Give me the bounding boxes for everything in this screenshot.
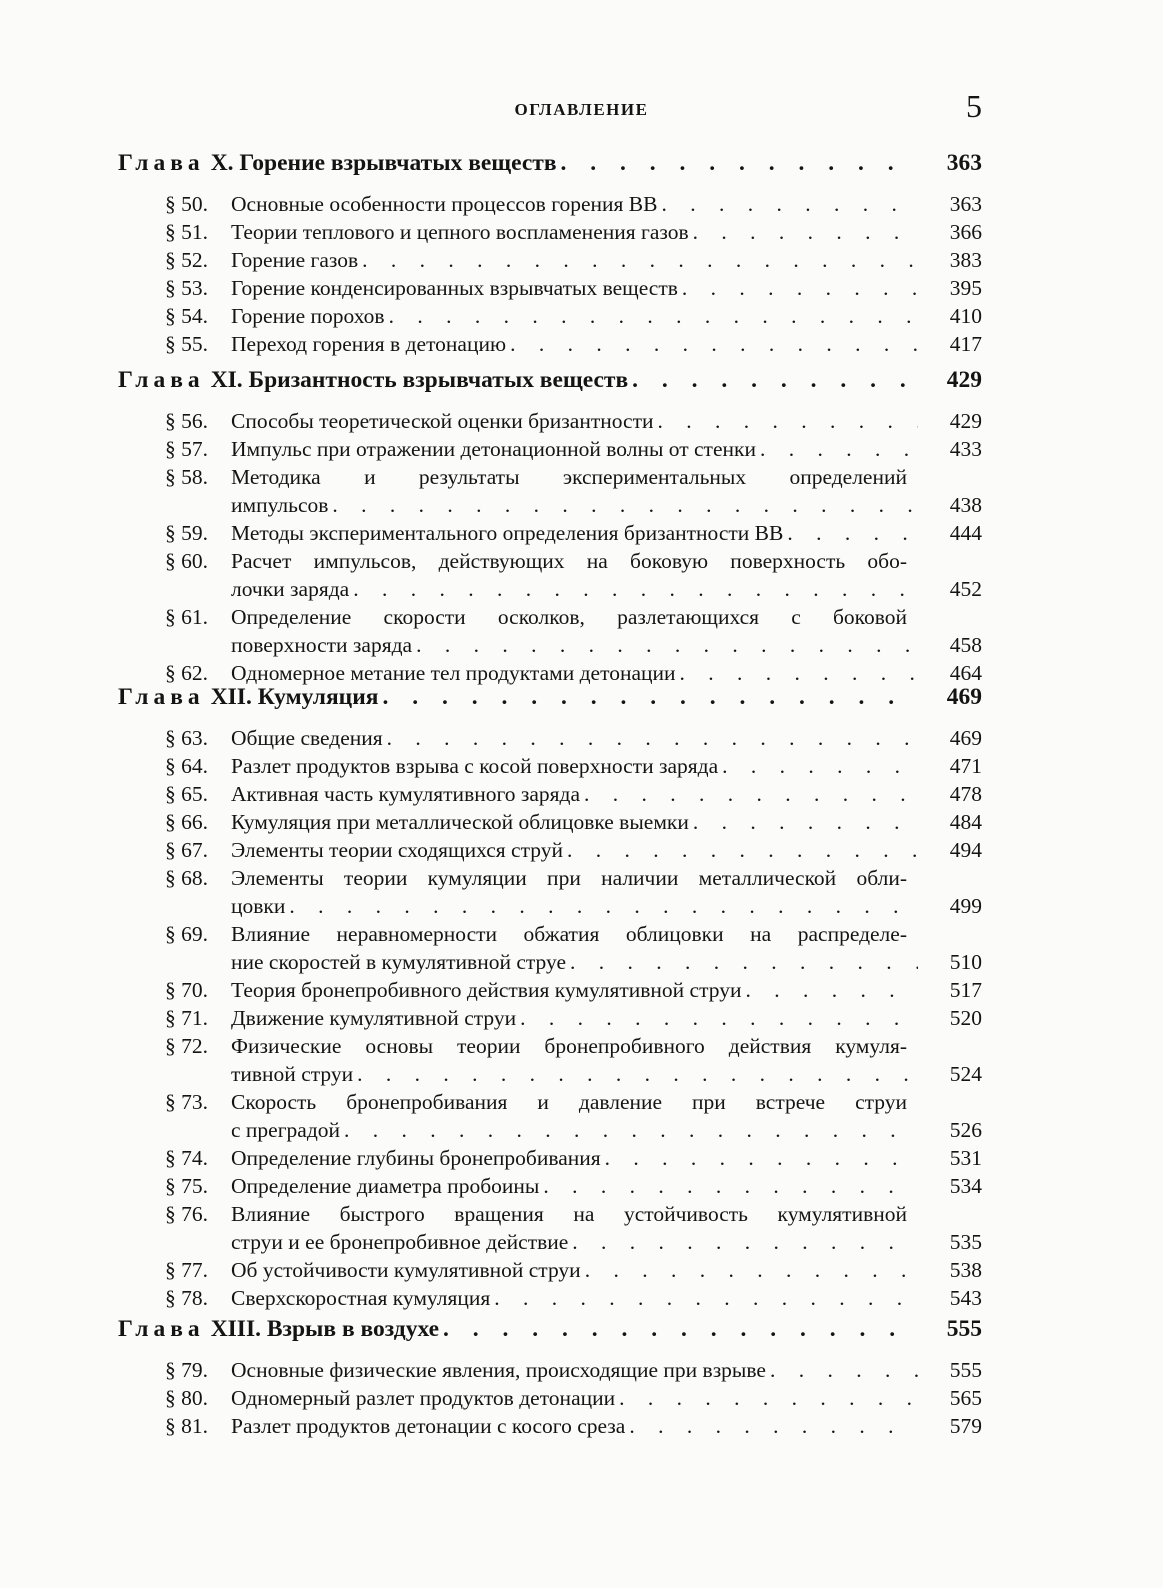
section-title: Способы теоретической оценки бризантности xyxy=(231,409,654,433)
leader-dots xyxy=(543,1172,918,1200)
section-page: 565 xyxy=(949,1386,982,1410)
leader-dots xyxy=(693,218,918,246)
section-body xyxy=(231,246,982,274)
section-page: 410 xyxy=(949,304,982,328)
chapter-heading xyxy=(118,367,982,393)
toc-entry xyxy=(165,1004,982,1032)
section-body xyxy=(231,752,982,780)
section-page: 433 xyxy=(949,437,982,461)
chapter-label: Глава xyxy=(118,1316,205,1342)
section-number: § 51. xyxy=(165,220,208,244)
section-body xyxy=(231,1356,982,1384)
section-page: 484 xyxy=(949,810,982,834)
toc-entry xyxy=(165,1284,982,1312)
section-number: § 73. xyxy=(165,1090,208,1114)
section-number: § 59. xyxy=(165,521,208,545)
section-page: 452 xyxy=(949,577,982,601)
chapter-heading xyxy=(118,150,982,176)
toc-entry xyxy=(165,1172,982,1200)
section-page: 531 xyxy=(949,1146,982,1170)
section-title: струи и ее бронепробивное действие xyxy=(231,1230,569,1254)
section-title-line: Определение скорости осколков, разлетающихся с боковой xyxy=(231,605,907,629)
section-body xyxy=(231,435,982,463)
section-title-line: Расчет импульсов, действующих на боковую поверхность обо- xyxy=(231,549,907,573)
chapter-heading xyxy=(118,684,982,710)
leader-dots xyxy=(382,684,918,710)
section-body xyxy=(231,519,982,547)
section-title-line xyxy=(231,1172,982,1200)
section-page: 429 xyxy=(949,409,982,433)
leader-dots xyxy=(416,631,918,659)
leader-dots xyxy=(787,519,918,547)
leader-dots xyxy=(561,150,918,176)
section-title: Сверхскоростная кумуляция xyxy=(231,1286,491,1310)
section-title-line xyxy=(231,407,982,435)
section-number: § 77. xyxy=(165,1258,208,1282)
section-title: Определение диаметра пробоины xyxy=(231,1174,540,1198)
section-body xyxy=(231,330,982,358)
section-number: § 71. xyxy=(165,1006,208,1030)
page-number: 5 xyxy=(966,88,982,124)
section-number: § 69. xyxy=(165,922,208,946)
toc-entry xyxy=(165,808,982,836)
leader-dots xyxy=(443,1316,918,1342)
section-title-line: Влияние неравномерности обжатия облицовки на распределе- xyxy=(231,922,907,946)
section-title-line xyxy=(231,575,982,603)
section-title-line xyxy=(231,1412,982,1440)
leader-dots xyxy=(510,330,918,358)
section-page: 469 xyxy=(949,726,982,750)
section-page: 363 xyxy=(949,192,982,216)
section-title: Движение кумулятивной струи xyxy=(231,1006,517,1030)
toc-entry xyxy=(165,519,982,547)
section-page: 478 xyxy=(949,782,982,806)
toc-entry xyxy=(165,724,982,752)
toc-entry xyxy=(165,603,982,659)
section-title: Об устойчивости кумулятивной струи xyxy=(231,1258,581,1282)
section-title-line xyxy=(231,1116,982,1144)
section-title-line xyxy=(231,274,982,302)
section-title-line xyxy=(231,1256,982,1284)
section-title-line: Влияние быстрого вращения на устойчивость кумулятивной xyxy=(231,1202,907,1226)
section-title-line: Элементы теории кумуляции при наличии металлической обли- xyxy=(231,866,907,890)
section-body xyxy=(231,808,982,836)
chapter-label: Глава xyxy=(118,367,205,393)
section-number: § 62. xyxy=(165,661,208,685)
section-number: § 80. xyxy=(165,1386,208,1410)
toc-entry xyxy=(165,836,982,864)
leader-dots xyxy=(494,1284,918,1312)
toc-entry xyxy=(165,407,982,435)
section-title: Разлет продуктов взрыва с косой поверхности заряда xyxy=(231,754,719,778)
leader-dots xyxy=(629,1412,918,1440)
section-title: Одномерный разлет продуктов детонации xyxy=(231,1386,616,1410)
chapter-page: 469 xyxy=(946,684,982,710)
section-title-line xyxy=(231,836,982,864)
leader-dots xyxy=(567,836,918,864)
section-title-line xyxy=(231,1060,982,1088)
section-page: 464 xyxy=(949,661,982,685)
section-title: Элементы теории сходящихся струй xyxy=(231,838,563,862)
section-page: 555 xyxy=(949,1358,982,1382)
section-number: § 50. xyxy=(165,192,208,216)
section-body xyxy=(231,1032,982,1088)
section-body xyxy=(231,1284,982,1312)
section-number: § 53. xyxy=(165,276,208,300)
section-number: § 78. xyxy=(165,1286,208,1310)
section-number: § 60. xyxy=(165,549,208,573)
leader-dots xyxy=(682,274,918,302)
section-title: Импульс при отражении детонационной волны от стенки xyxy=(231,437,756,461)
chapter-title: XII. Кумуляция xyxy=(210,684,379,710)
toc-entry xyxy=(165,547,982,603)
section-page: 534 xyxy=(949,1174,982,1198)
section-page: 517 xyxy=(949,978,982,1002)
section-number: § 70. xyxy=(165,978,208,1002)
toc-entry xyxy=(165,1356,982,1384)
section-number: § 67. xyxy=(165,838,208,862)
toc-entry xyxy=(165,1032,982,1088)
leader-dots xyxy=(584,780,918,808)
section-page: 499 xyxy=(949,894,982,918)
section-page: 395 xyxy=(949,276,982,300)
section-page: 444 xyxy=(949,521,982,545)
section-body xyxy=(231,864,982,920)
section-title-line xyxy=(231,190,982,218)
section-title: тивной струи xyxy=(231,1062,354,1086)
section-body xyxy=(231,603,982,659)
chapter-label: Глава xyxy=(118,150,205,176)
section-title-line xyxy=(231,246,982,274)
section-title-line xyxy=(231,752,982,780)
section-body xyxy=(231,547,982,603)
leader-dots xyxy=(585,1256,918,1284)
section-title-line: Физические основы теории бронепробивного действия кумуля- xyxy=(231,1034,907,1058)
section-body xyxy=(231,1172,982,1200)
section-number: § 66. xyxy=(165,810,208,834)
section-title-line: Методика и результаты экспериментальных определений xyxy=(231,465,907,489)
section-body xyxy=(231,724,982,752)
leader-dots xyxy=(357,1060,918,1088)
toc-entry xyxy=(165,920,982,976)
section-title: Основные особенности процессов горения ВВ xyxy=(231,192,658,216)
toc-entry xyxy=(165,274,982,302)
chapter-page: 429 xyxy=(946,367,982,393)
toc-entry xyxy=(165,218,982,246)
section-body xyxy=(231,190,982,218)
section-title-line xyxy=(231,1004,982,1032)
section-page: 535 xyxy=(949,1230,982,1254)
section-body xyxy=(231,1200,982,1256)
section-page: 579 xyxy=(949,1414,982,1438)
toc-entry xyxy=(165,190,982,218)
leader-dots xyxy=(389,302,918,330)
section-body xyxy=(231,274,982,302)
section-number: § 54. xyxy=(165,304,208,328)
toc-entry xyxy=(165,1144,982,1172)
section-number: § 72. xyxy=(165,1034,208,1058)
section-body xyxy=(231,836,982,864)
section-body xyxy=(231,1144,982,1172)
section-title: импульсов xyxy=(231,493,329,517)
section-title: Основные физические явления, происходящие при взрыве xyxy=(231,1358,766,1382)
leader-dots xyxy=(722,752,918,780)
section-page: 417 xyxy=(949,332,982,356)
running-header: ОГЛАВЛЕНИЕ xyxy=(514,100,649,119)
chapter-heading xyxy=(118,1316,982,1342)
chapter-page: 555 xyxy=(946,1316,982,1342)
leader-dots xyxy=(661,190,918,218)
leader-dots xyxy=(693,808,918,836)
section-title: ние скоростей в кумулятивной струе xyxy=(231,950,567,974)
section-body xyxy=(231,218,982,246)
leader-dots xyxy=(387,724,918,752)
section-title: Горение газов xyxy=(231,248,359,272)
toc-entry xyxy=(165,1412,982,1440)
section-page: 543 xyxy=(949,1286,982,1310)
leader-dots xyxy=(680,659,918,687)
section-title: Методы экспериментального определения бризантности ВВ xyxy=(231,521,784,545)
toc-entry xyxy=(165,976,982,1004)
section-title-line xyxy=(231,948,982,976)
section-body xyxy=(231,780,982,808)
toc-entry xyxy=(165,302,982,330)
section-number: § 58. xyxy=(165,465,208,489)
section-number: § 63. xyxy=(165,726,208,750)
section-body xyxy=(231,920,982,976)
section-body xyxy=(231,1004,982,1032)
leader-dots xyxy=(572,1228,918,1256)
section-title: Переход горения в детонацию xyxy=(231,332,507,356)
toc-entry xyxy=(165,1200,982,1256)
chapter-page: 363 xyxy=(946,150,982,176)
toc-entry xyxy=(165,659,982,687)
section-body xyxy=(231,407,982,435)
section-number: § 61. xyxy=(165,605,208,629)
section-page: 438 xyxy=(949,493,982,517)
toc-entry xyxy=(165,330,982,358)
section-title: Общие сведения xyxy=(231,726,383,750)
leader-dots xyxy=(605,1144,918,1172)
section-body xyxy=(231,1384,982,1412)
section-body xyxy=(231,976,982,1004)
toc-entry xyxy=(165,435,982,463)
section-number: § 76. xyxy=(165,1202,208,1226)
section-page: 494 xyxy=(949,838,982,862)
chapter-title: XI. Бризантность взрывчатых веществ xyxy=(210,367,629,393)
section-body xyxy=(231,1256,982,1284)
leader-dots xyxy=(332,491,918,519)
toc-entry xyxy=(165,246,982,274)
section-body xyxy=(231,1088,982,1144)
section-body xyxy=(231,302,982,330)
section-title: лочки заряда xyxy=(231,577,350,601)
section-number: § 56. xyxy=(165,409,208,433)
leader-dots xyxy=(570,948,918,976)
section-page: 538 xyxy=(949,1258,982,1282)
leader-dots xyxy=(353,575,918,603)
section-title: Определение глубины бронепробивания xyxy=(231,1146,601,1170)
leader-dots xyxy=(344,1116,918,1144)
section-number: § 64. xyxy=(165,754,208,778)
section-page: 471 xyxy=(949,754,982,778)
section-title-line xyxy=(231,218,982,246)
section-title-line xyxy=(231,808,982,836)
section-number: § 79. xyxy=(165,1358,208,1382)
section-page: 524 xyxy=(949,1062,982,1086)
leader-dots xyxy=(657,407,918,435)
section-body xyxy=(231,463,982,519)
section-title-line xyxy=(231,724,982,752)
section-title-line xyxy=(231,631,982,659)
section-title: Горение порохов xyxy=(231,304,385,328)
section-title-line xyxy=(231,1284,982,1312)
toc-entry xyxy=(165,1088,982,1144)
section-body xyxy=(231,659,982,687)
chapter-title: X. Горение взрывчатых веществ xyxy=(210,150,557,176)
chapter-title: XIII. Взрыв в воздухе xyxy=(210,1316,440,1342)
leader-dots xyxy=(289,892,918,920)
leader-dots xyxy=(760,435,918,463)
section-title-line: Скорость бронепробивания и давление при встрече струи xyxy=(231,1090,907,1114)
section-number: § 52. xyxy=(165,248,208,272)
section-title: Теория бронепробивного действия кумулятивной струи xyxy=(231,978,742,1002)
section-title: Теории теплового и цепного воспламенения газов xyxy=(231,220,689,244)
section-number: § 55. xyxy=(165,332,208,356)
section-page: 520 xyxy=(949,1006,982,1030)
toc-entry xyxy=(165,752,982,780)
section-title-line xyxy=(231,659,982,687)
section-title: Одномерное метание тел продуктами детонации xyxy=(231,661,676,685)
section-number: § 65. xyxy=(165,782,208,806)
toc-entry xyxy=(165,463,982,519)
section-title: Разлет продуктов детонации с косого среза xyxy=(231,1414,626,1438)
leader-dots xyxy=(619,1384,918,1412)
section-page: 383 xyxy=(949,248,982,272)
section-title-line xyxy=(231,330,982,358)
toc-entry xyxy=(165,864,982,920)
section-page: 510 xyxy=(949,950,982,974)
section-number: § 57. xyxy=(165,437,208,461)
section-title-line xyxy=(231,491,982,519)
section-number: § 74. xyxy=(165,1146,208,1170)
section-number: § 75. xyxy=(165,1174,208,1198)
section-page: 366 xyxy=(949,220,982,244)
section-body xyxy=(231,1412,982,1440)
section-title: Активная часть кумулятивного заряда xyxy=(231,782,581,806)
section-title: цовки xyxy=(231,894,286,918)
leader-dots xyxy=(362,246,918,274)
section-title-line xyxy=(231,976,982,1004)
section-title-line xyxy=(231,1356,982,1384)
leader-dots xyxy=(745,976,918,1004)
leader-dots xyxy=(520,1004,918,1032)
section-title: Кумуляция при металлической облицовке выемки xyxy=(231,810,689,834)
section-number: § 81. xyxy=(165,1414,208,1438)
section-page: 458 xyxy=(949,633,982,657)
section-title-line xyxy=(231,302,982,330)
section-title: поверхности заряда xyxy=(231,633,413,657)
section-title: Горение конденсированных взрывчатых веществ xyxy=(231,276,678,300)
section-page: 526 xyxy=(949,1118,982,1142)
leader-dots xyxy=(770,1356,918,1384)
toc-entry xyxy=(165,1384,982,1412)
section-title-line xyxy=(231,519,982,547)
section-title-line xyxy=(231,1144,982,1172)
section-title-line xyxy=(231,780,982,808)
section-title-line xyxy=(231,892,982,920)
section-title: с преградой xyxy=(231,1118,341,1142)
section-number: § 68. xyxy=(165,866,208,890)
toc-entry xyxy=(165,780,982,808)
section-title-line xyxy=(231,1384,982,1412)
section-title-line xyxy=(231,435,982,463)
chapter-label: Глава xyxy=(118,684,205,710)
toc-entry xyxy=(165,1256,982,1284)
leader-dots xyxy=(632,367,918,393)
section-title-line xyxy=(231,1228,982,1256)
